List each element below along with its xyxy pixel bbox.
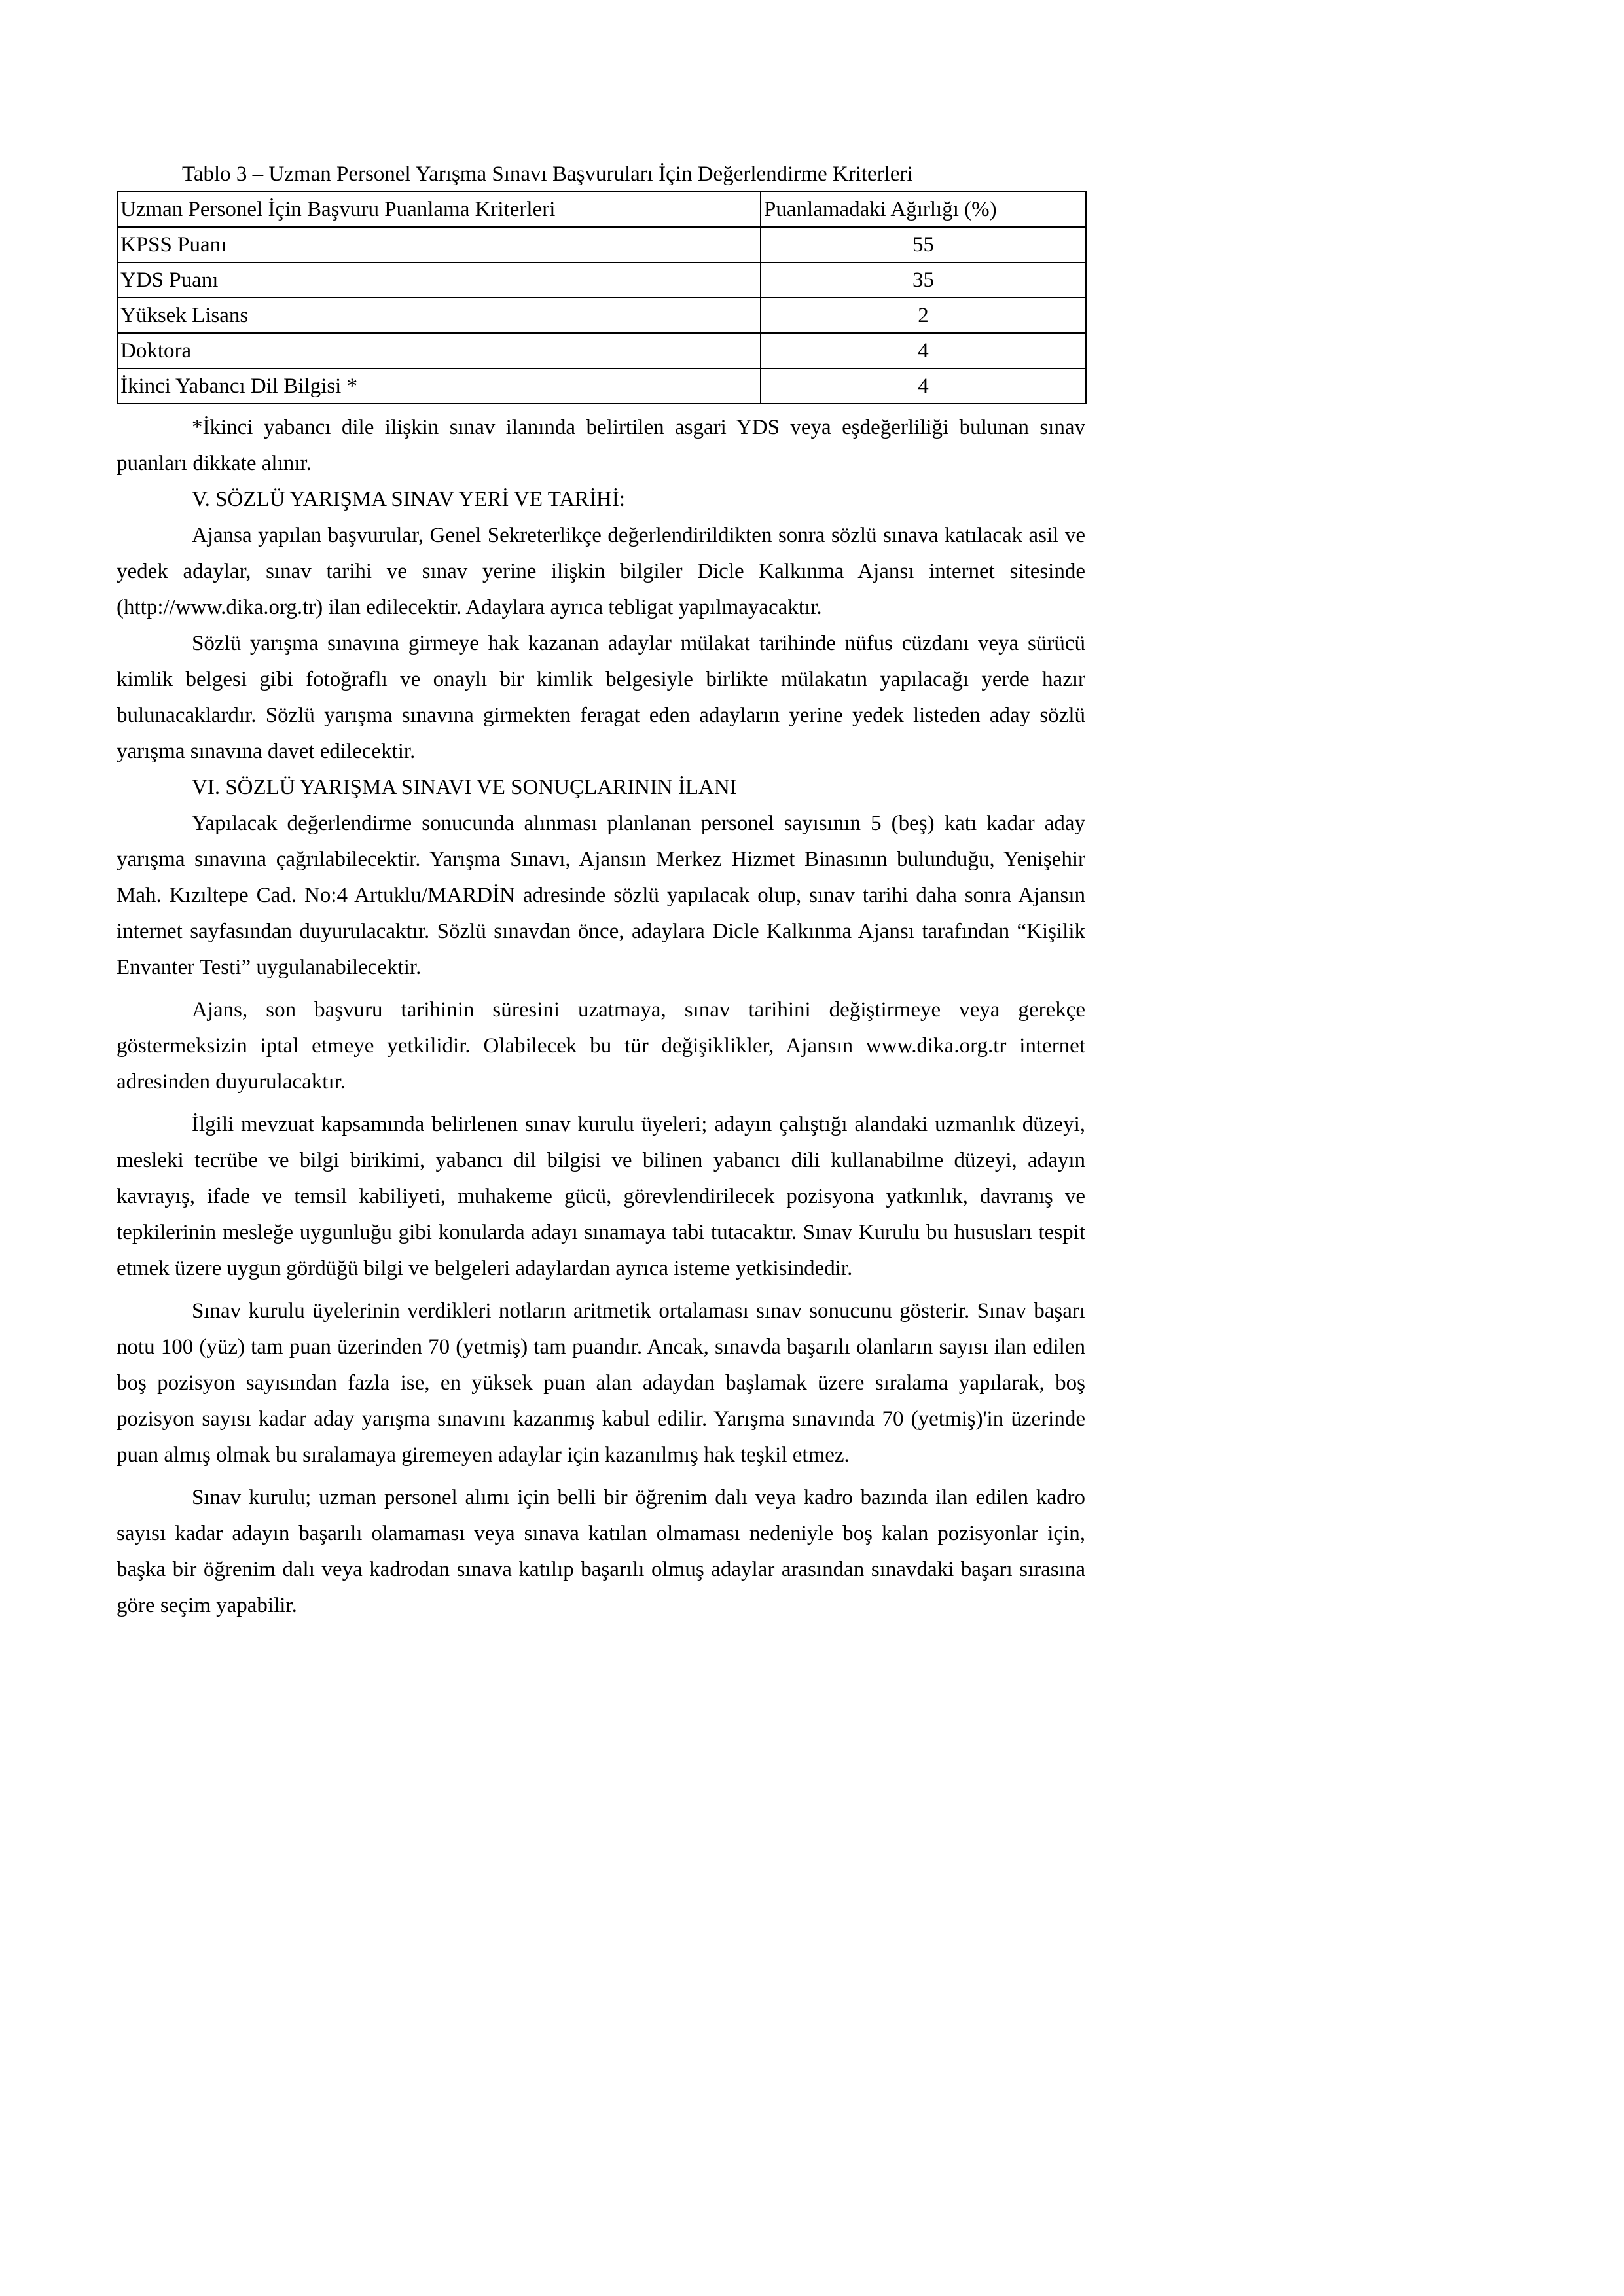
row-weight: 4	[761, 368, 1086, 404]
header-weight: Puanlamadaki Ağırlığı (%)	[761, 192, 1086, 227]
row-criteria: Doktora	[117, 333, 761, 368]
header-criteria: Uzman Personel İçin Başvuru Puanlama Kriterleri	[117, 192, 761, 227]
document-page	[117, 157, 1085, 1624]
row-criteria: İkinci Yabancı Dil Bilgisi *	[117, 368, 761, 404]
table-footnote: *İkinci yabancı dile ilişkin sınav ilanında belirtilen asgari YDS veya eşdeğerliliği bulunan sınav puanları dikkate alınır.	[117, 416, 1085, 475]
section-5-paragraph: Ajansa yapılan başvurular, Genel Sekreterlikçe değerlendirildikten sonra sözlü sınava katılacak asil ve yedek adaylar, sınav tarihi ve sınav yerine ilişkin bilgiler Dicle Kalkınma Ajansı internet sitesinde (http://www.dika.org.tr) ilan edilecektir. Adaylara ayrıca tebligat yapılmayacaktır.	[117, 524, 1085, 619]
section-6-paragraph: Ajans, son başvuru tarihinin süresini uzatmaya, sınav tarihini değiştirmeye veya gerekçe göstermeksizin iptal etmeye yetkilidir. Olabilecek bu tür değişiklikler, Ajansın www.dika.org.tr internet adresinden duyurulacaktır.	[117, 998, 1085, 1094]
table-header-row	[117, 192, 1086, 227]
row-weight: 4	[761, 333, 1086, 368]
section-5-paragraph: Sözlü yarışma sınavına girmeye hak kazanan adaylar mülakat tarihinde nüfus cüzdanı veya sürücü kimlik belgesi gibi fotoğraflı ve onaylı bir kimlik belgesiyle birlikte mülakatın yapılacağı yerde hazır bulunacaklardır. Sözlü yarışma sınavına girmekten feragat eden adayların yerine yedek listeden aday sözlü yarışma sınavına davet edilecektir.	[117, 632, 1085, 763]
criteria-table	[117, 191, 1087, 404]
table-row	[117, 333, 1086, 368]
section-6-paragraph: Sınav kurulu; uzman personel alımı için belli bir öğrenim dalı veya kadro bazında ilan edilen kadro sayısı kadar adayın başarılı olamaması veya sınava katılan olmaması nedeniyle boş kalan pozisyonlar için, başka bir öğrenim dalı veya kadrodan sınava katılıp başarılı olmuş adaylar arasından sınavdaki başarı sırasına göre seçim yapabilir.	[117, 1486, 1085, 1617]
row-criteria: KPSS Puanı	[117, 227, 761, 262]
table-row	[117, 227, 1086, 262]
table-row	[117, 298, 1086, 333]
section-6-paragraph: Yapılacak değerlendirme sonucunda alınması planlanan personel sayısının 5 (beş) katı kadar aday yarışma sınavına çağrılabilecektir. Yarışma Sınavı, Ajansın Merkez Hizmet Binasının bulunduğu, Yenişehir Mah. Kızıltepe Cad. No:4 Artuklu/MARDİN adresinde sözlü yapılacak olup, sınav tarihi daha sonra Ajansın internet sayfasından duyurulacaktır. Sözlü sınavdan önce, adaylara Dicle Kalkınma Ajansı tarafından “Kişilik Envanter Testi” uygulanabilecektir.	[117, 812, 1085, 979]
section-6-paragraph: Sınav kurulu üyelerinin verdikleri notların aritmetik ortalaması sınav sonucunu gösterir. Sınav başarı notu 100 (yüz) tam puan üzerinden 70 (yetmiş) tam puandır. Ancak, sınavda başarılı olanların sayısı ilan edilen boş pozisyon sayısından fazla ise, en yüksek puan alan adaydan başlamak üzere sıralama yapılarak, boş pozisyon sayısı kadar aday yarışma sınavını kazanmış kabul edilir. Yarışma sınavında 70 (yetmiş)'in üzerinde puan almış olmak bu sıralamaya giremeyen adaylar için kazanılmış hak teşkil etmez.	[117, 1299, 1085, 1467]
section-5-heading: V. SÖZLÜ YARIŞMA SINAV YERİ VE TARİHİ:	[192, 488, 626, 511]
row-weight: 35	[761, 262, 1086, 298]
table-row	[117, 262, 1086, 298]
table-caption: Tablo 3 – Uzman Personel Yarışma Sınavı Başvuruları İçin Değerlendirme Kriterleri	[182, 162, 913, 186]
section-6-heading: VI. SÖZLÜ YARIŞMA SINAVI VE SONUÇLARININ İLANI	[192, 776, 737, 799]
row-weight: 2	[761, 298, 1086, 333]
row-criteria: Yüksek Lisans	[117, 298, 761, 333]
row-criteria: YDS Puanı	[117, 262, 761, 298]
table-row	[117, 368, 1086, 404]
section-6-paragraph: İlgili mevzuat kapsamında belirlenen sınav kurulu üyeleri; adayın çalıştığı alandaki uzmanlık düzeyi, mesleki tecrübe ve bilgi birikimi, yabancı dil bilgisi ve bilinen yabancı dili kullanabilme düzeyi, adayın kavrayış, ifade ve temsil kabiliyeti, muhakeme gücü, görevlendirilecek pozisyona yatkınlık, davranış ve tepkilerinin mesleğe uygunluğu gibi konularda adayı sınamaya tabi tutacaktır. Sınav Kurulu bu hususları tespit etmek üzere uygun gördüğü bilgi ve belgeleri adaylardan ayrıca isteme yetkisindedir.	[117, 1113, 1085, 1280]
row-weight: 55	[761, 227, 1086, 262]
